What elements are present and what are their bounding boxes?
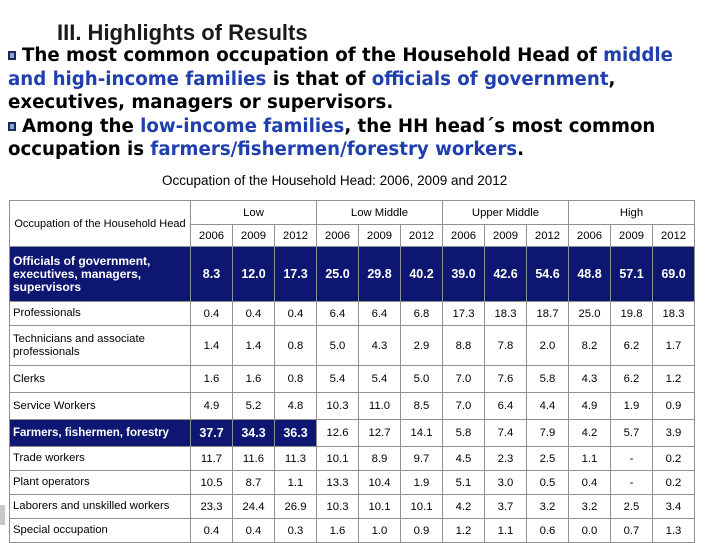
row-label: Service Workers [10,393,191,420]
table-cell: 26.9 [275,495,317,519]
table-cell: 17.3 [443,302,485,326]
table-cell: 36.3 [275,420,317,447]
table-cell: 4.3 [569,366,611,393]
table-row [10,519,695,543]
table-cell: 18.7 [527,302,569,326]
table-cell: 1.6 [317,519,359,543]
table-cell: 8.5 [401,393,443,420]
table-cell: 0.0 [569,519,611,543]
table-cell: 7.8 [485,326,527,366]
table-cell: 25.0 [317,247,359,302]
table-cell: 1.1 [569,447,611,471]
table-cell: 1.0 [359,519,401,543]
table-cell: 1.2 [443,519,485,543]
table-cell: 8.8 [443,326,485,366]
table-cell: 5.2 [233,393,275,420]
year-header: 2012 [275,225,317,247]
table-cell: 0.2 [653,471,695,495]
table-cell: 3.0 [485,471,527,495]
group-header: Low Middle [317,201,443,225]
table-cell: 0.8 [275,326,317,366]
bullet-text: The most common occupation of the Household Head of [22,45,604,66]
table-cell: 3.9 [653,420,695,447]
table-cell: 23.3 [191,495,233,519]
table-cell: 1.9 [401,471,443,495]
table-cell: 5.1 [443,471,485,495]
row-label: Trade workers [10,447,191,471]
table-cell: 5.4 [317,366,359,393]
table-cell: 12.6 [317,420,359,447]
table-cell: 48.8 [569,247,611,302]
table-cell: 4.2 [443,495,485,519]
table-cell: 0.3 [275,519,317,543]
slide-edge-marker [0,505,5,525]
table-cell: 13.3 [317,471,359,495]
group-header: High [569,201,695,225]
table-cell: 34.3 [233,420,275,447]
table-cell: 24.4 [233,495,275,519]
table-cell: 7.0 [443,393,485,420]
slide-title: III. Highlights of Results [57,20,308,45]
table-cell: 0.9 [653,393,695,420]
table-cell: 0.4 [233,519,275,543]
highlight-text: middle and high-income families [8,45,673,90]
table-cell: 9.7 [401,447,443,471]
row-label: Laborers and unskilled workers [10,495,191,519]
table-cell: 11.0 [359,393,401,420]
table-cell: 1.1 [275,471,317,495]
table-cell: 42.6 [485,247,527,302]
table-cell: 1.6 [233,366,275,393]
table-cell: 2.5 [527,447,569,471]
square-bullet-icon [8,51,16,60]
table-cell: 12.0 [233,247,275,302]
row-label: Technicians and associate professionals [10,326,191,366]
table-row [10,247,695,302]
table-cell: 29.8 [359,247,401,302]
table-cell: 1.7 [653,326,695,366]
table-cell: 0.9 [401,519,443,543]
table-cell: 5.8 [443,420,485,447]
table-cell: 57.1 [611,247,653,302]
bullet-text: , the HH head´s most common occupation is [8,115,656,160]
table-row [10,495,695,519]
table-cell: 4.5 [443,447,485,471]
square-bullet-icon [8,122,16,131]
table-cell: 7.4 [485,420,527,447]
occupation-column-header: Occupation of the Household Head [10,201,191,247]
table-cell: 17.3 [275,247,317,302]
table-cell: 10.1 [401,495,443,519]
table-row [10,302,695,326]
bullet-text: is that of [266,68,372,90]
bullet-item [8,115,714,162]
table-cell: 0.4 [191,302,233,326]
table-cell: 2.0 [527,326,569,366]
table-cell: 1.1 [485,519,527,543]
table-cell: 4.9 [191,393,233,420]
bullet-item [8,44,714,115]
row-label: Special occupation [10,519,191,543]
table-cell: 0.8 [275,366,317,393]
table-cell: 11.6 [233,447,275,471]
group-header-row [10,201,695,225]
row-label: Professionals [10,302,191,326]
table-cell: 1.6 [191,366,233,393]
table-cell: 10.3 [317,495,359,519]
year-header: 2012 [653,225,695,247]
year-header: 2006 [317,225,359,247]
year-header: 2006 [569,225,611,247]
row-label: Clerks [10,366,191,393]
table-cell: 6.2 [611,366,653,393]
table-cell: 4.8 [275,393,317,420]
occupation-table [9,200,695,543]
table-cell: 1.9 [611,393,653,420]
row-label: Plant operators [10,471,191,495]
table-cell: 4.3 [359,326,401,366]
table-cell: 10.1 [317,447,359,471]
row-label: Farmers, fishermen, forestry [10,420,191,447]
year-header: 2012 [401,225,443,247]
table-cell: 0.5 [527,471,569,495]
table-cell: 1.2 [653,366,695,393]
table-cell: 3.2 [527,495,569,519]
table-row [10,366,695,393]
table-cell: 25.0 [569,302,611,326]
table-cell: 10.5 [191,471,233,495]
table-cell: 8.7 [233,471,275,495]
highlight-text: farmers/fishermen/forestry workers [150,139,518,160]
table-cell: - [611,471,653,495]
table-cell: 2.5 [611,495,653,519]
table-cell: 54.6 [527,247,569,302]
table-cell: 8.3 [191,247,233,302]
table-cell: 7.0 [443,366,485,393]
table-cell: 5.7 [611,420,653,447]
table-cell: 3.2 [569,495,611,519]
table-cell: 0.2 [653,447,695,471]
table-cell: 7.6 [485,366,527,393]
table-cell: - [611,447,653,471]
bullet-text: Among the [22,115,141,137]
year-header: 2012 [527,225,569,247]
table-cell: 5.0 [317,326,359,366]
table-cell: 1.3 [653,519,695,543]
table-cell: 0.4 [275,302,317,326]
bullet-text: , executives, managers or supervisors. [8,68,616,113]
table-cell: 39.0 [443,247,485,302]
table-cell: 6.2 [611,326,653,366]
table-cell: 10.4 [359,471,401,495]
table-cell: 10.3 [317,393,359,420]
bullet-list [8,44,714,162]
table-cell: 0.7 [611,519,653,543]
table-cell: 14.1 [401,420,443,447]
table-cell: 6.4 [485,393,527,420]
table-cell: 11.7 [191,447,233,471]
table-caption: Occupation of the Household Head: 2006, 2009 and 2012 [162,173,508,188]
table-cell: 5.8 [527,366,569,393]
year-header: 2009 [359,225,401,247]
table-cell: 0.4 [233,302,275,326]
table-cell: 5.4 [359,366,401,393]
table-cell: 0.4 [191,519,233,543]
year-header: 2009 [611,225,653,247]
table-cell: 69.0 [653,247,695,302]
table-cell: 10.1 [359,495,401,519]
table-cell: 3.4 [653,495,695,519]
row-label: Officials of government, executives, managers, supervisors [10,247,191,302]
table-cell: 8.9 [359,447,401,471]
table-row [10,471,695,495]
table-cell: 1.4 [233,326,275,366]
table-cell: 11.3 [275,447,317,471]
table-cell: 12.7 [359,420,401,447]
highlight-text: officials of government [371,68,609,90]
table-cell: 6.4 [317,302,359,326]
year-header: 2009 [485,225,527,247]
table-cell: 2.9 [401,326,443,366]
year-header: 2006 [443,225,485,247]
table-row [10,420,695,447]
year-header: 2009 [233,225,275,247]
table-cell: 0.4 [569,471,611,495]
table-cell: 2.3 [485,447,527,471]
table-cell: 19.8 [611,302,653,326]
table-cell: 8.2 [569,326,611,366]
table-cell: 6.8 [401,302,443,326]
table-row [10,393,695,420]
year-header: 2006 [191,225,233,247]
table-cell: 3.7 [485,495,527,519]
highlight-text: low-income families [140,115,345,137]
table-cell: 0.6 [527,519,569,543]
table-cell: 4.4 [527,393,569,420]
table-cell: 1.4 [191,326,233,366]
table-cell: 37.7 [191,420,233,447]
group-header: Upper Middle [443,201,569,225]
bullet-text: . [517,139,525,160]
table-cell: 7.9 [527,420,569,447]
table-cell: 40.2 [401,247,443,302]
table-row [10,326,695,366]
table-cell: 4.9 [569,393,611,420]
table-row [10,447,695,471]
table-cell: 5.0 [401,366,443,393]
table-cell: 4.2 [569,420,611,447]
group-header: Low [191,201,317,225]
table-cell: 6.4 [359,302,401,326]
table-cell: 18.3 [485,302,527,326]
table-cell: 18.3 [653,302,695,326]
